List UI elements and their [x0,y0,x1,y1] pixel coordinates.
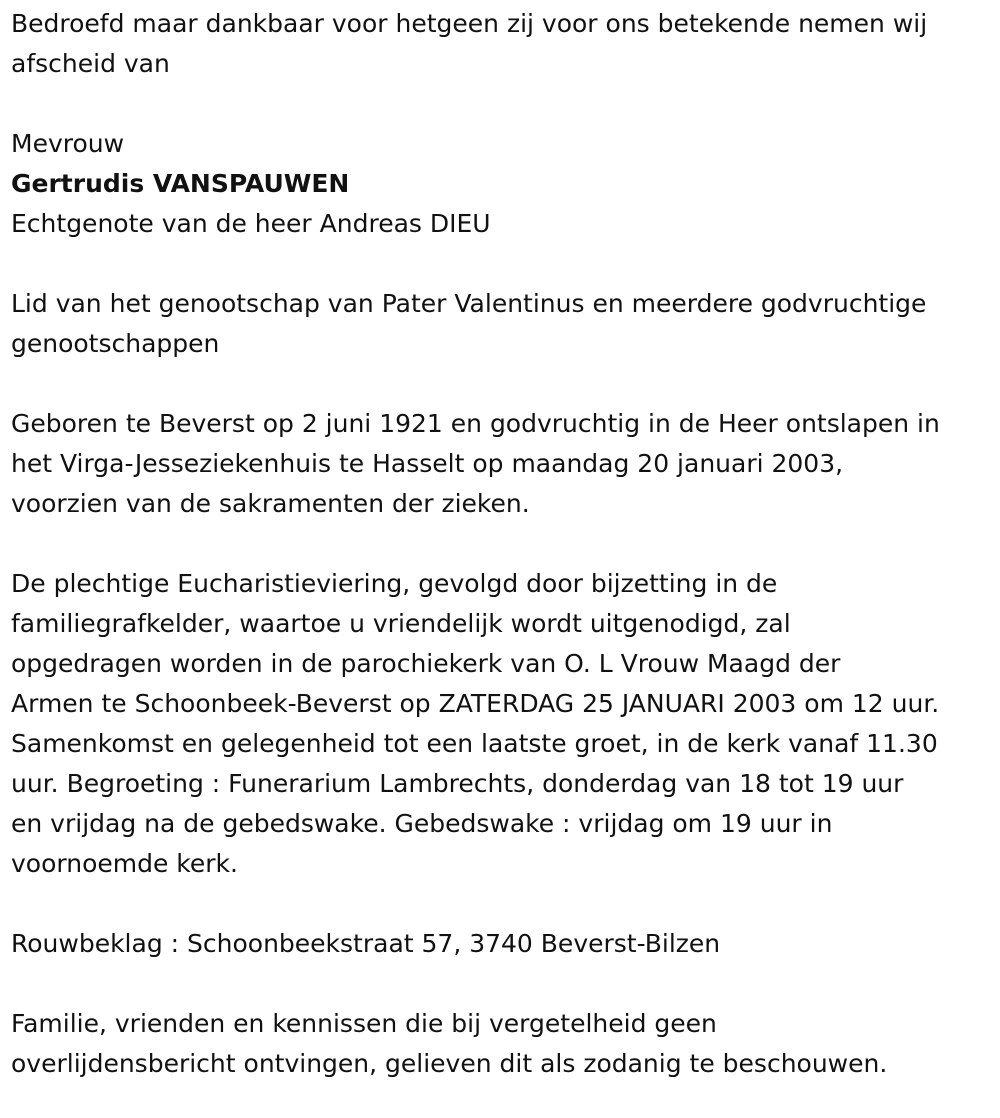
intro-line: afscheid van [11,49,170,78]
obituary-notice [11,4,996,1084]
intro-paragraph [11,4,996,84]
deceased-block [11,124,996,244]
ceremony-line: Samenkomst en gelegenheid tot een laatste groet, in de kerk vanaf 11.30 [11,729,938,758]
deceased-name: Gertrudis VANSPAUWEN [11,169,350,198]
membership-line: Lid van het genootschap van Pater Valentinus en meerdere godvruchtige [11,289,927,318]
ceremony-line: De plechtige Eucharistieviering, gevolgd door bijzetting in de [11,569,778,598]
ceremony-line: familiegrafkelder, waartoe u vriendelijk wordt uitgenodigd, zal [11,609,791,638]
ceremony-line: uur. Begroeting : Funerarium Lambrechts, donderdag van 18 tot 19 uur [11,769,904,798]
membership-line: genootschappen [11,329,220,358]
birth-death-line: het Virga-Jesseziekenhuis te Hasselt op maandag 20 januari 2003, [11,449,844,478]
birth-death-line: voorzien van de sakramenten der zieken. [11,489,530,518]
membership-paragraph [11,284,996,364]
birth-death-paragraph [11,404,996,524]
closing-line: overlijdensbericht ontvingen, gelieven dit als zodanig te beschouwen. [11,1049,888,1078]
ceremony-paragraph [11,564,996,884]
ceremony-line: opgedragen worden in de parochiekerk van O. L Vrouw Maagd der [11,649,841,678]
honorific-title: Mevrouw [11,129,125,158]
intro-line: Bedroefd maar dankbaar voor hetgeen zij voor ons betekende nemen wij [11,9,928,38]
condolence-paragraph [11,924,996,964]
condolence-address: Rouwbeklag : Schoonbeekstraat 57, 3740 Beverst-Bilzen [11,929,721,958]
ceremony-line: Armen te Schoonbeek-Beverst op ZATERDAG 25 JANUARI 2003 om 12 uur. [11,689,940,718]
birth-death-line: Geboren te Beverst op 2 juni 1921 en godvruchtig in de Heer ontslapen in [11,409,940,438]
closing-line: Familie, vrienden en kennissen die bij vergetelheid geen [11,1009,717,1038]
ceremony-line: en vrijdag na de gebedswake. Gebedswake : vrijdag om 19 uur in [11,809,833,838]
ceremony-line: voornoemde kerk. [11,849,238,878]
spouse-line: Echtgenote van de heer Andreas DIEU [11,209,491,238]
closing-paragraph [11,1004,996,1084]
